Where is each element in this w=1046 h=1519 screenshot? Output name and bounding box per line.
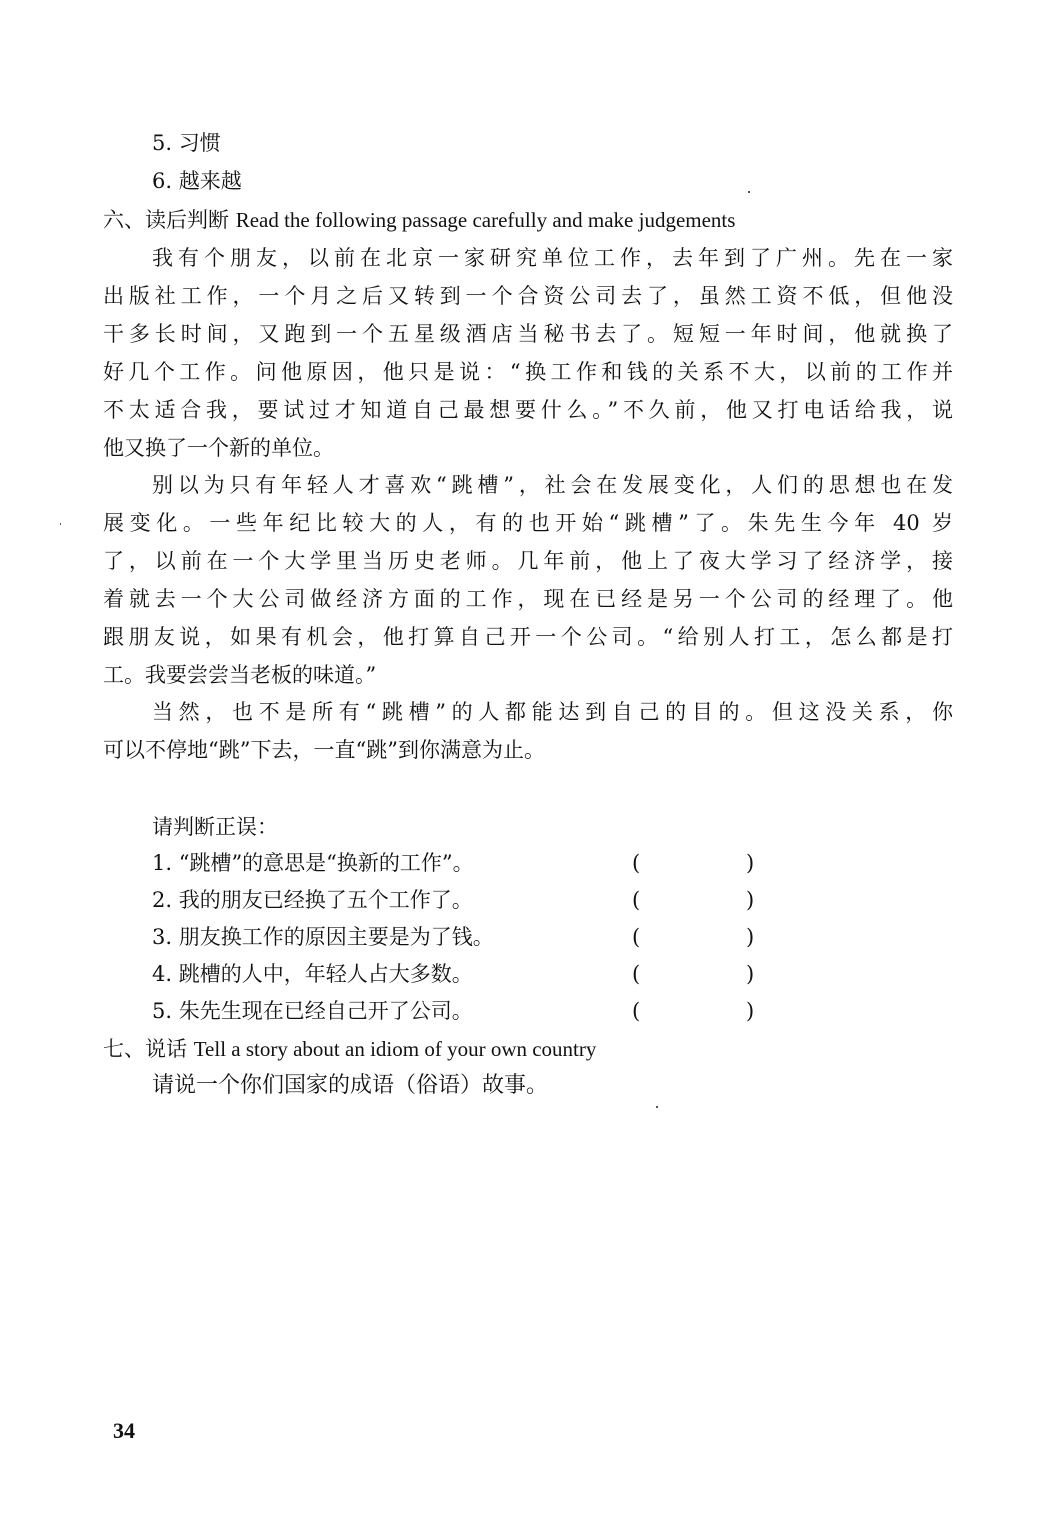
scan-speck — [748, 191, 750, 193]
answer-paren-open[interactable]: ( — [632, 888, 641, 912]
passage-line: 工。我要尝尝当老板的味道。” — [103, 663, 377, 687]
passage-line: 干多长时间，又跑到一个五星级酒店当秘书去了。短短一年时间，他就换了 — [103, 322, 953, 346]
section-7-heading — [103, 1034, 596, 1064]
answer-paren-close[interactable]: ) — [746, 999, 755, 1023]
answer-paren-close[interactable]: ) — [746, 925, 755, 949]
judge-prompt: 请判断正误： — [152, 815, 278, 839]
passage-line: 着就去一个大公司做经济方面的工作，现在已经是另一个公司的经理了。他 — [103, 587, 953, 611]
passage-line: 当然，也不是所有“跳槽”的人都能达到自己的目的。但这没关系，你 — [152, 700, 953, 724]
page-number: 34 — [113, 1418, 135, 1443]
section-6-heading — [103, 205, 735, 235]
answer-paren-close[interactable]: ) — [746, 962, 755, 986]
vocab-item-6: 6. 越来越 — [152, 169, 242, 193]
judge-item-1: 1. “跳槽”的意思是“换新的工作”。 — [152, 851, 474, 875]
passage-line: 跟朋友说，如果有机会，他打算自己开一个公司。“给别人打工，怎么都是打 — [103, 625, 953, 649]
passage-line: 不太适合我，要试过才知道自己最想要什么。”不久前，他又打电话给我，说 — [103, 398, 953, 422]
judge-item-3: 3. 朋友换工作的原因主要是为了钱。 — [152, 925, 494, 949]
passage-line: 他又换了一个新的单位。 — [103, 436, 334, 460]
passage-line: 展变化。一些年纪比较大的人，有的也开始“跳槽”了。朱先生今年 40 岁 — [103, 511, 953, 535]
passage-line: 可以不停地“跳”下去，一直“跳”到你满意为止。 — [103, 738, 545, 762]
section-7-instruction: 请说一个你们国家的成语（俗语）故事。 — [152, 1073, 549, 1098]
answer-paren-open[interactable]: ( — [632, 962, 641, 986]
scan-speck — [656, 1106, 658, 1108]
judge-item-5: 5. 朱先生现在已经自己开了公司。 — [152, 999, 473, 1023]
judge-item-4: 4. 跳槽的人中，年轻人占大多数。 — [152, 962, 473, 986]
scan-speck — [60, 523, 61, 525]
passage-line: 好几个工作。问他原因，他只是说：“换工作和钱的关系不大，以前的工作并 — [103, 360, 953, 384]
answer-paren-open[interactable]: ( — [632, 999, 641, 1023]
section-7-marker: 七、 — [103, 1037, 145, 1061]
passage-line: 别以为只有年轻人才喜欢“跳槽”，社会在发展变化，人们的思想也在发 — [152, 473, 953, 497]
passage-line: 了，以前在一个大学里当历史老师。几年前，他上了夜大学习了经济学，接 — [103, 549, 953, 573]
passage-line: 我有个朋友，以前在北京一家研究单位工作，去年到了广州。先在一家 — [152, 246, 953, 270]
answer-paren-open[interactable]: ( — [632, 851, 641, 875]
vocab-item-5: 5. 习惯 — [152, 131, 221, 155]
section-7-title-en: Tell a story about an idiom of your own country — [193, 1037, 597, 1061]
section-6-marker: 六、 — [103, 208, 145, 232]
answer-paren-close[interactable]: ) — [746, 851, 755, 875]
section-6-title-cn: 读后判断 — [145, 208, 229, 232]
answer-paren-close[interactable]: ) — [746, 888, 755, 912]
passage-line: 出版社工作，一个月之后又转到一个合资公司去了，虽然工资不低，但他没 — [103, 284, 953, 308]
answer-paren-open[interactable]: ( — [632, 925, 641, 949]
section-7-title-cn: 说话 — [145, 1037, 187, 1061]
section-6-title-en: Read the following passage carefully and make judgements — [235, 208, 736, 232]
judge-item-2: 2. 我的朋友已经换了五个工作了。 — [152, 888, 473, 912]
